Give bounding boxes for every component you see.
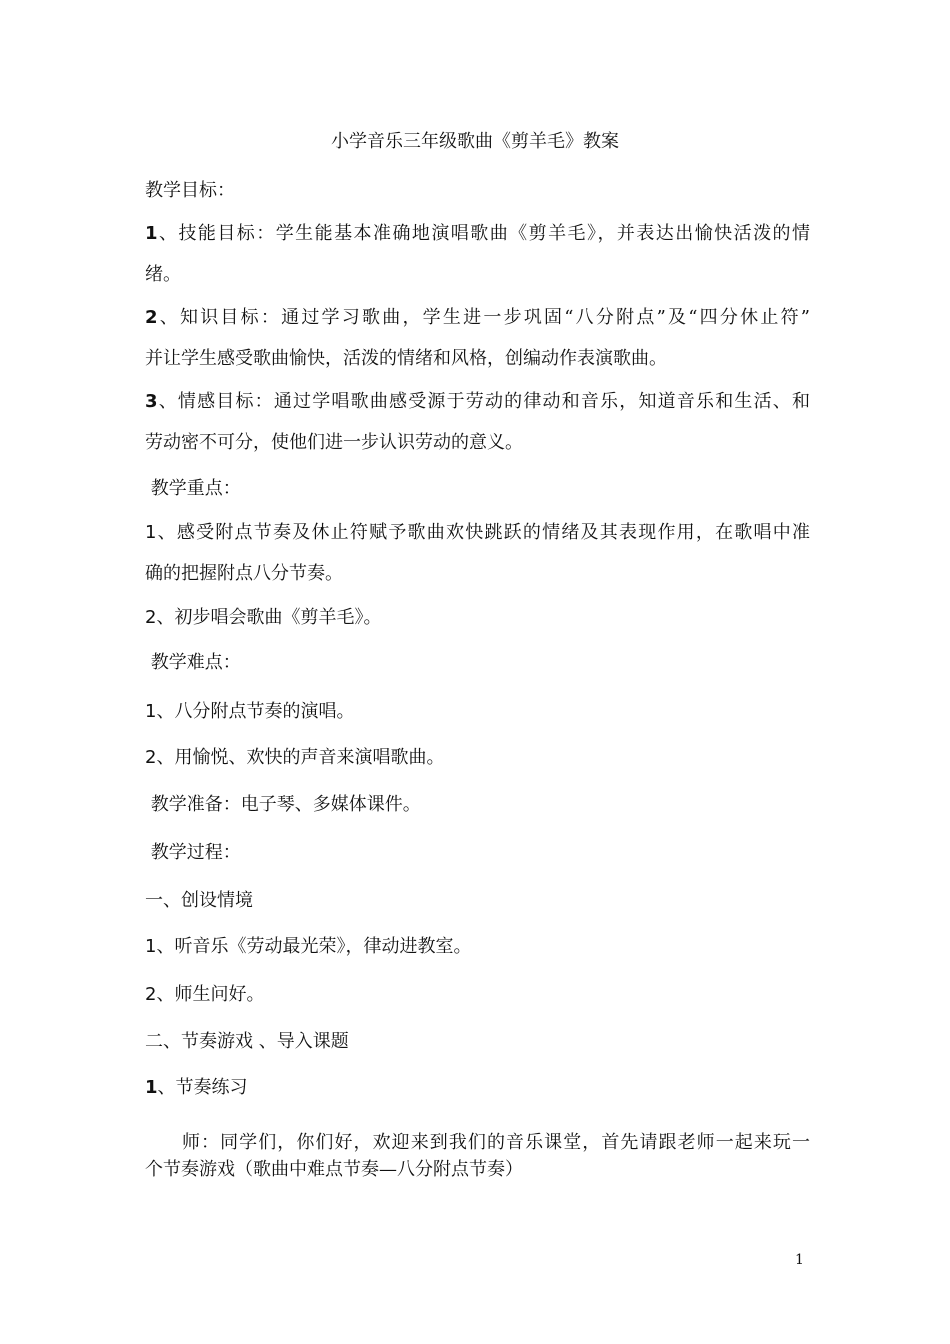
key-point-1-text: 、感受附点节奏及休止符赋予歌曲欢快跳跃的情绪及其表现作用，在歌唱中准 <box>156 522 810 543</box>
section-2-item-1-number: 1 <box>145 1077 158 1098</box>
difficulty-2-text: 、用愉悦、欢快的声音来演唱歌曲。 <box>156 747 445 768</box>
document-title: 小学音乐三年级歌曲《剪羊毛》教案 <box>331 131 619 152</box>
key-point-2-number: 2 <box>145 607 157 628</box>
key-point-1-line1 <box>145 520 810 546</box>
key-point-1-number: 1 <box>145 522 157 543</box>
objective-1-number: 1 <box>145 223 158 244</box>
section-2-paragraph-line2: 个节奏游戏（歌曲中难点节奏—八分附点节奏） <box>145 1159 523 1180</box>
objective-3-number: 3 <box>145 391 158 412</box>
key-point-2 <box>145 605 810 631</box>
objectives-heading: 教学目标： <box>145 180 235 201</box>
section-1-item-2-text: 、师生问好。 <box>156 984 265 1005</box>
section-1-item-2-number: 2 <box>145 984 157 1005</box>
difficulty-2 <box>145 745 810 771</box>
difficulty-1-number: 1 <box>145 701 157 722</box>
key-points-heading: 教学重点： <box>145 478 241 499</box>
objective-1-line2: 绪。 <box>145 264 181 285</box>
difficulty-heading: 教学难点： <box>145 652 241 673</box>
difficulty-1-text: 、八分附点节奏的演唱。 <box>156 701 355 722</box>
objective-3-line1 <box>145 389 810 415</box>
key-point-2-text: 、初步唱会歌曲《剪羊毛》。 <box>156 607 382 628</box>
difficulty-1 <box>145 699 810 725</box>
objective-2-text: 、知识目标：通过学习歌曲，学生进一步巩固“八分附点”及“四分休止符” <box>157 307 810 328</box>
key-point-1-line2: 确的把握附点八分节奏。 <box>145 563 343 584</box>
objective-1-line1 <box>145 221 810 247</box>
objective-2-line1 <box>145 305 810 331</box>
section-2-heading: 二、节奏游戏 、导入课题 <box>145 1031 349 1052</box>
section-2-paragraph-line1: 师：同学们，你们好，欢迎来到我们的音乐课堂，首先请跟老师一起来玩一 <box>182 1132 810 1153</box>
section-1-item-1-text: 、听音乐《劳动最光荣》，律动进教室。 <box>156 936 472 957</box>
objective-2-line2: 并让学生感受歌曲愉快，活泼的情绪和风格，创编动作表演歌曲。 <box>145 348 667 369</box>
objective-3-text: 、情感目标：通过学唱歌曲感受源于劳动的律动和音乐，知道音乐和生活、和 <box>157 391 810 412</box>
objective-1-text: 、技能目标：学生能基本准确地演唱歌曲《剪羊毛》，并表达出愉快活泼的情 <box>157 223 810 244</box>
section-2-item-1 <box>145 1075 810 1101</box>
section-1-item-1 <box>145 934 810 960</box>
process-heading: 教学过程： <box>145 842 241 863</box>
section-2-item-1-text: 、节奏练习 <box>157 1077 248 1098</box>
section-1-heading: 一、创设情境 <box>145 890 253 911</box>
section-1-item-1-number: 1 <box>145 936 157 957</box>
objective-3-line2: 劳动密不可分，使他们进一步认识劳动的意义。 <box>145 432 523 453</box>
preparation: 教学准备：电子琴、多媒体课件。 <box>145 794 421 815</box>
objective-2-number: 2 <box>145 307 158 328</box>
page-number: 1 <box>795 1252 804 1268</box>
difficulty-2-number: 2 <box>145 747 157 768</box>
section-1-item-2 <box>145 982 810 1008</box>
